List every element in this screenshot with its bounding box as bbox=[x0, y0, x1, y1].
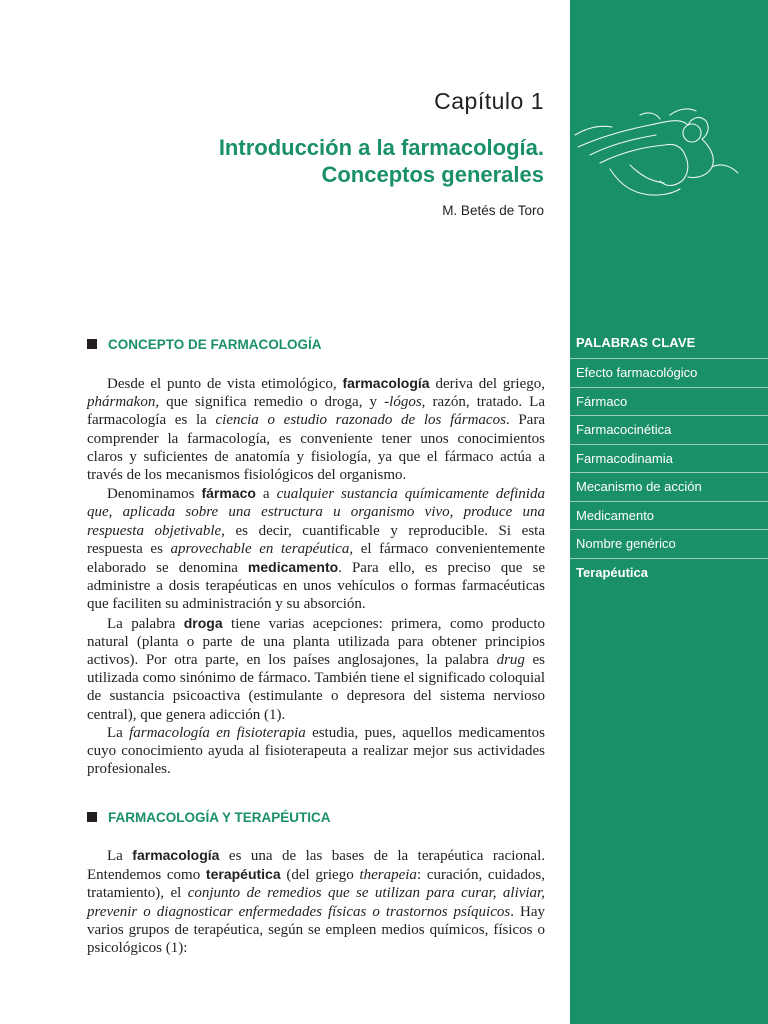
italic-term: aprovechable en terapéutica bbox=[170, 540, 350, 557]
chapter-title bbox=[219, 134, 544, 188]
text-run: estudia, pues, aquellos medicamentos cuyo conocimiento ayuda al fisioterapeuta a realizar mejor sus actividades profesionales. bbox=[87, 724, 545, 778]
paragraph bbox=[87, 614, 545, 724]
section2-body bbox=[87, 846, 545, 957]
paragraph bbox=[87, 484, 545, 613]
text-run: La bbox=[107, 724, 130, 741]
italic-term: farmacología en fisioterapia bbox=[129, 724, 306, 741]
section1-body bbox=[87, 374, 545, 778]
bullet-square-icon bbox=[87, 339, 97, 349]
section-heading bbox=[87, 337, 322, 352]
italic-term: therapeia bbox=[359, 867, 417, 884]
text-run: a bbox=[255, 486, 277, 503]
keywords-list bbox=[570, 358, 768, 586]
text-run: (del griego bbox=[280, 867, 360, 884]
text-run: . Para ello, es preciso que se administre a dosis terapéuticas en unos vehículos o formas farmacéuticas que faciliten su administración y su absorción. bbox=[87, 560, 546, 613]
italic-term: ciencia o estudio razonado de los fármacos bbox=[215, 412, 506, 429]
text-run: : curación, cuidados, tratamiento), el bbox=[87, 867, 546, 902]
keyword-item: Fármaco bbox=[570, 388, 768, 417]
section-heading bbox=[87, 810, 331, 825]
text-run: . Para comprender la farmacología, es conveniente tener unos conocimientos claros y suficientes de anatomía y fisiología, ya que el fármaco actúa a través de los mecanismos fisiológicos del organismo. bbox=[87, 412, 545, 484]
section-heading-text: FARMACOLOGÍA Y TERAPÉUTICA bbox=[108, 810, 331, 825]
paragraph bbox=[87, 374, 545, 484]
keywords-title bbox=[570, 333, 768, 357]
text-run: , es decir, cuantificable y reproducible. Si esta respuesta es bbox=[87, 522, 545, 557]
keyword-item: Mecanismo de acción bbox=[570, 473, 768, 502]
chapter-label: Capítulo 1 bbox=[434, 88, 544, 114]
paragraph bbox=[87, 724, 545, 779]
italic-term: phármakon bbox=[87, 394, 156, 411]
italic-term: conjunto de remedios que se utilizan para curar, aliviar, prevenir o diagnosticar enfermedades físicas o trastornos psíquicos bbox=[87, 885, 545, 920]
text-run: , razón, tratado. La farmacología es la bbox=[87, 394, 546, 429]
keyword-item: Nombre genérico bbox=[570, 530, 768, 559]
text-run: La bbox=[107, 848, 133, 864]
section-heading-text: CONCEPTO DE FARMACOLOGÍA bbox=[108, 337, 322, 352]
text-run: , el fármaco convenientemente elaborado se denomina bbox=[87, 540, 545, 577]
keyword-item: Farmacodinamia bbox=[570, 445, 768, 474]
keyword-item: Farmacocinética bbox=[570, 416, 768, 445]
italic-term: cualquier sustancia químicamente definida que, aplicada sobre una estructura u organismo vivo, produce una respuesta objetivable bbox=[87, 486, 545, 539]
italic-term: -lógos bbox=[384, 394, 422, 411]
keywords-title-text: PALABRAS CLAVE bbox=[576, 335, 696, 350]
paragraph bbox=[87, 846, 545, 957]
hands-illustration-icon bbox=[570, 95, 768, 215]
text-run: , que significa remedio o droga, y bbox=[155, 394, 385, 411]
text-run: La palabra bbox=[107, 615, 184, 632]
chapter-title-line1: Introducción a la farmacología. bbox=[218, 135, 544, 160]
bold-term: farmacología bbox=[342, 375, 430, 391]
keyword-item: Terapéutica bbox=[576, 564, 649, 580]
text-run: Denominamos bbox=[107, 486, 202, 503]
text-run: tiene varias acepciones: primera, como producto natural (planta o parte de una planta utilizada para obtener principios activos). Por otra parte, en los países anglosajones, la palabra bbox=[87, 615, 545, 669]
bold-term: droga bbox=[183, 614, 223, 631]
keyword-item: Efecto farmacológico bbox=[570, 359, 768, 388]
bold-term: terapéutica bbox=[205, 866, 281, 883]
text-run: . Hay varios grupos de terapéutica, según se empleen medios químicos, físicos o psicológicos (1): bbox=[87, 903, 545, 957]
bold-term: farmacología bbox=[132, 847, 220, 863]
author-name: M. Betés de Toro bbox=[442, 203, 544, 218]
text-run: es una de las bases de la terapéutica racional. Entendemos como bbox=[87, 848, 545, 884]
bullet-square-icon bbox=[87, 812, 97, 822]
italic-term: drug bbox=[496, 652, 525, 669]
text-run: es utilizada como sinónimo de fármaco. También tiene el significado coloquial de sustancia psicoactiva (estimulante o depresora del sistema nervioso central), que genera adicción (1). bbox=[87, 652, 545, 723]
bold-term: medicamento bbox=[247, 559, 339, 576]
bold-term: fármaco bbox=[201, 485, 256, 502]
keyword-item: Medicamento bbox=[570, 502, 768, 531]
text-run: deriva del griego, bbox=[429, 376, 546, 392]
text-run: Desde el punto de vista etimológico, bbox=[107, 376, 343, 392]
chapter-title-line2: Conceptos generales bbox=[321, 162, 544, 187]
